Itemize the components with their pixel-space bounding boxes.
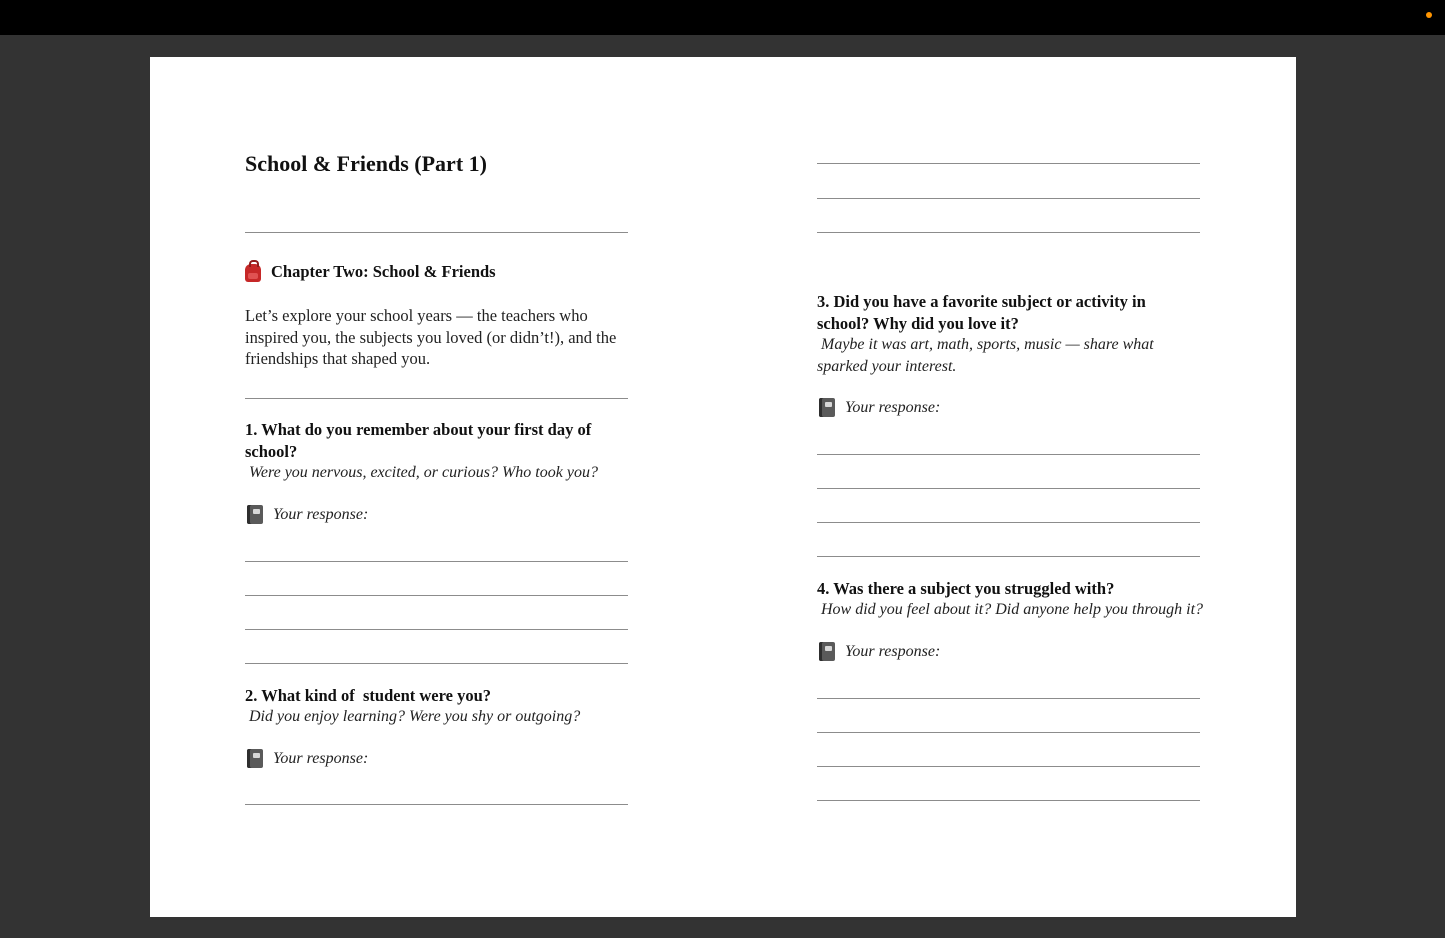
question-3-title: 3. Did you have a favorite subject or activity in school? Why did you love it? bbox=[817, 292, 1146, 333]
intro-text: Let’s explore your school years — the teachers who inspired you, the subjects you loved (or didn’t!), and the friendships that shaped you. bbox=[245, 306, 617, 368]
answer-line[interactable] bbox=[817, 163, 1200, 164]
answer-line[interactable] bbox=[245, 561, 628, 562]
book-icon bbox=[247, 505, 263, 524]
answer-line[interactable] bbox=[245, 663, 628, 664]
answer-line[interactable] bbox=[817, 732, 1200, 733]
question-3-hint: Maybe it was art, math, sports, music — share what sparked your interest. bbox=[817, 336, 1154, 375]
page-title: School & Friends (Part 1) bbox=[245, 151, 487, 176]
answer-line[interactable] bbox=[245, 595, 628, 596]
question-2-hint: Did you enjoy learning? Were you shy or outgoing? bbox=[249, 708, 581, 725]
chapter-heading bbox=[245, 262, 496, 282]
answer-line[interactable] bbox=[817, 766, 1200, 767]
divider bbox=[245, 398, 628, 399]
question-4-hint: How did you feel about it? Did anyone help you through it? bbox=[821, 601, 1204, 618]
document-page bbox=[150, 57, 1296, 917]
question-1-title: 1. What do you remember about your first day of school? bbox=[245, 420, 592, 461]
response-label: Your response: bbox=[845, 642, 941, 660]
question-2-response-label bbox=[247, 749, 368, 768]
response-label: Your response: bbox=[845, 398, 941, 416]
answer-line[interactable] bbox=[817, 488, 1200, 489]
answer-line[interactable] bbox=[245, 629, 628, 630]
question-2-title: 2. What kind of student were you? bbox=[245, 686, 492, 705]
answer-line[interactable] bbox=[817, 232, 1200, 233]
book-icon bbox=[247, 749, 263, 768]
response-label: Your response: bbox=[273, 505, 369, 523]
response-label: Your response: bbox=[273, 749, 369, 767]
window-title-bar bbox=[0, 0, 1445, 35]
book-icon bbox=[819, 642, 835, 661]
answer-line[interactable] bbox=[245, 804, 628, 805]
question-4-response-label bbox=[819, 642, 940, 661]
status-dot-icon bbox=[1426, 12, 1432, 18]
chapter-label: Chapter Two: School & Friends bbox=[271, 262, 496, 281]
answer-line[interactable] bbox=[817, 556, 1200, 557]
book-icon bbox=[819, 398, 835, 417]
answer-line[interactable] bbox=[817, 454, 1200, 455]
answer-line[interactable] bbox=[817, 198, 1200, 199]
question-1-hint: Were you nervous, excited, or curious? Who took you? bbox=[249, 464, 598, 481]
question-4-title: 4. Was there a subject you struggled with? bbox=[817, 579, 1115, 598]
backpack-icon bbox=[245, 264, 261, 282]
divider bbox=[245, 232, 628, 233]
question-1-response-label bbox=[247, 505, 368, 524]
question-3-response-label bbox=[819, 398, 940, 417]
answer-line[interactable] bbox=[817, 800, 1200, 801]
answer-line[interactable] bbox=[817, 522, 1200, 523]
answer-line[interactable] bbox=[817, 698, 1200, 699]
